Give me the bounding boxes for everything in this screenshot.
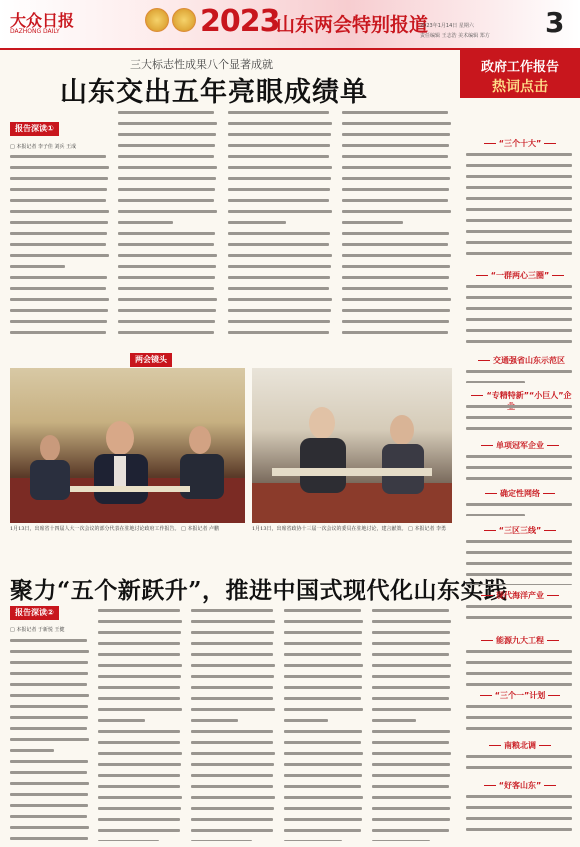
text-line <box>466 766 574 774</box>
text-line <box>98 719 183 727</box>
bottom-story-column-2 <box>98 606 183 841</box>
photo-cppcc-members-art <box>252 368 452 523</box>
text-line <box>284 741 364 749</box>
text-line <box>98 774 183 782</box>
text-line <box>284 620 364 628</box>
year-title: 2023 <box>200 4 280 39</box>
sidebar-term-body <box>466 647 574 687</box>
text-line <box>10 320 110 328</box>
text-line <box>228 177 333 185</box>
bottom-story-column-5 <box>372 606 452 841</box>
text-line <box>10 650 90 658</box>
text-line <box>284 785 364 793</box>
text-line <box>342 122 452 130</box>
top-story-section-tag: 报告深读① <box>10 122 59 136</box>
text-line <box>10 749 90 757</box>
text-line <box>466 755 574 763</box>
sidebar-term-body <box>466 537 574 585</box>
sidebar-term-body <box>466 402 574 434</box>
text-line <box>228 122 333 130</box>
text-line <box>10 309 110 317</box>
text-line <box>191 631 276 639</box>
text-line <box>284 642 364 650</box>
text-line <box>466 828 574 832</box>
text-line <box>372 719 452 727</box>
text-line <box>466 230 574 238</box>
text-line <box>118 320 218 328</box>
text-line <box>466 584 574 585</box>
page-number: 3 <box>545 6 565 39</box>
text-line <box>466 370 574 378</box>
sidebar-term: “一群两心三圈” <box>468 270 572 281</box>
text-line <box>10 694 90 702</box>
text-line <box>466 605 574 613</box>
text-line <box>342 287 452 295</box>
photo-caption-right: 1月13日，出席省政协十三届一次会议的委员在驻地讨论，建言献策。 □ 本报记者 李勇 <box>252 526 447 532</box>
text-line <box>98 829 183 837</box>
text-line <box>191 697 276 705</box>
text-line <box>10 771 90 779</box>
sidebar-term-body <box>466 150 574 262</box>
text-line <box>98 796 183 804</box>
text-line <box>466 705 574 713</box>
text-line <box>342 276 452 284</box>
text-line <box>118 155 218 163</box>
text-line <box>372 807 452 815</box>
text-line <box>228 221 333 229</box>
text-line <box>466 416 574 424</box>
text-line <box>118 287 218 295</box>
bottom-story-column-1 <box>10 636 90 841</box>
bottom-story-column-4 <box>284 606 364 841</box>
text-line <box>284 752 364 760</box>
text-line <box>98 752 183 760</box>
text-line <box>10 760 90 768</box>
sidebar-term-body <box>466 602 574 626</box>
text-line <box>118 309 218 317</box>
sidebar-term: 交通强省山东示范区 <box>468 355 572 375</box>
text-line <box>191 840 276 841</box>
text-line <box>98 631 183 639</box>
text-line <box>10 826 90 834</box>
text-line <box>10 804 90 812</box>
text-line <box>466 175 574 183</box>
text-line <box>284 818 364 826</box>
sidebar-term: 现代海洋产业 <box>468 590 572 601</box>
text-line <box>10 199 110 207</box>
text-line <box>466 727 574 734</box>
text-line <box>98 686 183 694</box>
text-line <box>10 243 110 251</box>
text-line <box>284 840 364 841</box>
text-line <box>118 166 218 174</box>
text-line <box>466 551 574 559</box>
text-line <box>372 741 452 749</box>
photo-npc-deputies-art <box>10 368 245 523</box>
text-line <box>228 144 333 152</box>
photo-section-tag: 两会镜头 <box>130 353 172 367</box>
sidebar-term: “好客山东” <box>468 780 572 791</box>
text-line <box>118 188 218 196</box>
text-line <box>284 653 364 661</box>
sidebar-term: “三个一”计划 <box>468 690 572 701</box>
sidebar-term: “三区三线” <box>468 525 572 536</box>
text-line <box>98 620 183 628</box>
text-line <box>466 340 574 346</box>
bottom-story-byline: □ 本报记者 于新悦 王健 <box>10 627 65 633</box>
text-line <box>372 675 452 683</box>
text-line <box>372 708 452 716</box>
text-line <box>191 785 276 793</box>
text-line <box>191 708 276 716</box>
text-line <box>372 818 452 826</box>
text-line <box>191 763 276 771</box>
text-line <box>191 818 276 826</box>
text-line <box>372 631 452 639</box>
text-line <box>10 166 110 174</box>
editor-credits: 责任编辑 王志浩 美术编辑 郑方 <box>420 33 490 39</box>
text-line <box>466 197 574 205</box>
text-line <box>191 664 276 672</box>
text-line <box>342 155 452 163</box>
text-line <box>466 427 574 434</box>
text-line <box>284 829 364 837</box>
sidebar-term: 能源九大工程 <box>468 635 572 646</box>
sidebar-title: 政府工作报告 <box>480 60 559 75</box>
sidebar-term: 单项冠军企业 <box>468 440 572 451</box>
text-line <box>191 752 276 760</box>
text-line <box>118 144 218 152</box>
text-line <box>228 210 333 218</box>
text-line <box>118 133 218 141</box>
text-line <box>98 609 183 617</box>
text-line <box>98 730 183 738</box>
text-line <box>466 716 574 724</box>
text-line <box>342 133 452 141</box>
text-line <box>98 708 183 716</box>
text-line <box>191 686 276 694</box>
text-line <box>118 265 218 273</box>
text-line <box>10 287 110 295</box>
top-story-column-4 <box>342 108 452 340</box>
sidebar-term: “三个十大” <box>468 138 572 149</box>
sidebar-term-body <box>466 702 574 734</box>
text-line <box>342 188 452 196</box>
text-line <box>228 133 333 141</box>
text-line <box>118 254 218 262</box>
sidebar-subtitle: 热词点击 <box>492 79 548 95</box>
text-line <box>284 796 364 804</box>
text-line <box>466 672 574 680</box>
photo-npc-deputies <box>10 368 245 523</box>
text-line <box>372 653 452 661</box>
text-line <box>342 298 452 306</box>
text-line <box>466 683 574 687</box>
bottom-story-section-tag: 报告深读② <box>10 606 59 620</box>
text-line <box>228 320 333 328</box>
sidebar-term: 南粮北调 <box>468 740 572 751</box>
text-line <box>466 650 574 658</box>
special-report-title: 山东两会特别报道 <box>276 14 429 36</box>
text-line <box>372 752 452 760</box>
text-line <box>228 199 333 207</box>
text-line <box>118 210 218 218</box>
text-line <box>118 298 218 306</box>
text-line <box>466 817 574 825</box>
top-story-kicker: 三大标志性成果八个显著成就 <box>130 58 273 71</box>
text-line <box>228 243 333 251</box>
text-line <box>466 795 574 803</box>
sidebar-term-body <box>466 282 574 346</box>
text-line <box>466 405 574 413</box>
text-line <box>466 219 574 227</box>
text-line <box>372 829 452 837</box>
text-line <box>10 177 110 185</box>
text-line <box>191 796 276 804</box>
text-line <box>10 837 90 841</box>
text-line <box>342 111 452 119</box>
text-line <box>372 664 452 672</box>
photo-caption-left: 1月13日，出席省十四届人大一次会议的部分代表在驻地讨论政府工作报告。 □ 本报记者 卢鹏 <box>10 526 220 532</box>
text-line <box>372 686 452 694</box>
text-line <box>10 276 110 284</box>
text-line <box>228 232 333 240</box>
text-line <box>10 254 110 262</box>
text-line <box>284 774 364 782</box>
text-line <box>342 177 452 185</box>
text-line <box>118 276 218 284</box>
text-line <box>118 221 218 229</box>
text-line <box>466 296 574 304</box>
text-line <box>466 616 574 624</box>
text-line <box>228 287 333 295</box>
text-line <box>10 738 90 746</box>
text-line <box>118 331 218 339</box>
text-line <box>466 153 574 161</box>
text-line <box>98 741 183 749</box>
text-line <box>342 331 452 339</box>
text-line <box>98 840 183 841</box>
text-line <box>10 298 110 306</box>
text-line <box>342 243 452 251</box>
text-line <box>191 829 276 837</box>
text-line <box>98 807 183 815</box>
text-line <box>466 307 574 315</box>
sidebar-term-body <box>466 452 574 484</box>
hot-words-sidebar <box>460 50 580 847</box>
text-line <box>10 716 90 724</box>
text-line <box>284 763 364 771</box>
text-line <box>372 774 452 782</box>
text-line <box>10 727 90 735</box>
cppcc-emblem-icon <box>172 8 196 32</box>
text-line <box>228 111 333 119</box>
national-emblem-icon <box>145 8 169 32</box>
sidebar-term: 确定性网络 <box>468 488 572 499</box>
text-line <box>98 763 183 771</box>
issue-date: 2023年1月14日 星期六 <box>420 23 474 29</box>
text-line <box>10 661 90 669</box>
text-line <box>466 381 574 383</box>
text-line <box>10 793 90 801</box>
text-line <box>466 562 574 570</box>
text-line <box>228 265 333 273</box>
text-line <box>284 609 364 617</box>
text-line <box>228 298 333 306</box>
sidebar-term-body <box>466 752 574 776</box>
text-line <box>284 675 364 683</box>
text-line <box>191 642 276 650</box>
text-line <box>342 166 452 174</box>
text-line <box>466 186 574 194</box>
text-line <box>284 807 364 815</box>
text-line <box>466 252 574 260</box>
text-line <box>342 232 452 240</box>
text-line <box>191 741 276 749</box>
newspaper-logo-sub: DAZHONG DAILY <box>10 28 60 35</box>
text-line <box>284 697 364 705</box>
text-line <box>118 243 218 251</box>
text-line <box>98 642 183 650</box>
text-line <box>228 309 333 317</box>
text-line <box>342 210 452 218</box>
sidebar-term-body <box>466 500 574 516</box>
text-line <box>372 620 452 628</box>
text-line <box>10 683 90 691</box>
text-line <box>10 705 90 713</box>
text-line <box>191 774 276 782</box>
text-line <box>466 503 574 511</box>
text-line <box>466 164 574 172</box>
text-line <box>372 609 452 617</box>
text-line <box>10 782 90 790</box>
text-line <box>228 166 333 174</box>
text-line <box>466 806 574 814</box>
text-line <box>228 188 333 196</box>
text-line <box>466 477 574 484</box>
text-line <box>466 455 574 463</box>
text-line <box>466 318 574 326</box>
text-line <box>10 221 110 229</box>
text-line <box>284 708 364 716</box>
text-line <box>191 609 276 617</box>
text-line <box>372 840 452 841</box>
text-line <box>372 730 452 738</box>
text-line <box>10 210 110 218</box>
text-line <box>10 815 90 823</box>
text-line <box>10 265 110 273</box>
sidebar-header <box>460 50 580 98</box>
text-line <box>98 675 183 683</box>
text-line <box>191 675 276 683</box>
text-line <box>10 331 110 339</box>
text-line <box>372 785 452 793</box>
text-line <box>284 631 364 639</box>
text-line <box>191 719 276 727</box>
text-line <box>466 329 574 337</box>
text-line <box>118 111 218 119</box>
text-line <box>342 265 452 273</box>
text-line <box>10 155 110 163</box>
text-line <box>466 573 574 581</box>
text-line <box>466 208 574 216</box>
text-line <box>466 466 574 474</box>
text-line <box>466 514 574 516</box>
text-line <box>98 653 183 661</box>
text-line <box>98 818 183 826</box>
bottom-story-headline: 聚力“五个新跃升”，推进中国式现代化山东实践 <box>10 577 508 604</box>
text-line <box>98 785 183 793</box>
top-story-column-2 <box>118 108 218 340</box>
text-line <box>10 188 110 196</box>
sidebar-term-body <box>466 792 574 832</box>
text-line <box>342 221 452 229</box>
text-line <box>342 320 452 328</box>
photo-cppcc-members <box>252 368 452 523</box>
text-line <box>10 672 90 680</box>
text-line <box>284 719 364 727</box>
text-line <box>191 807 276 815</box>
sidebar-term: “专精特新”“小巨人”企 <box>468 390 572 412</box>
bottom-story-column-3 <box>191 606 276 841</box>
text-line <box>372 763 452 771</box>
text-line <box>10 639 90 647</box>
text-line <box>98 664 183 672</box>
text-line <box>228 254 333 262</box>
text-line <box>118 199 218 207</box>
text-line <box>118 122 218 130</box>
text-line <box>342 309 452 317</box>
text-line <box>284 664 364 672</box>
text-line <box>342 199 452 207</box>
sidebar-term-body <box>466 367 574 383</box>
text-line <box>118 232 218 240</box>
text-line <box>466 285 574 293</box>
text-line <box>466 540 574 548</box>
top-story-column-1 <box>10 152 110 340</box>
text-line <box>372 642 452 650</box>
text-line <box>372 796 452 804</box>
newspaper-logo: 大众日报 <box>10 11 75 30</box>
text-line <box>10 232 110 240</box>
text-line <box>342 144 452 152</box>
text-line <box>466 241 574 249</box>
top-story-byline: □ 本报记者 李子佳 刘兵 王成 <box>10 144 77 150</box>
top-story-headline: 山东交出五年亮眼成绩单 <box>60 77 368 108</box>
text-line <box>342 254 452 262</box>
top-story-column-3 <box>228 108 333 340</box>
masthead <box>0 0 580 50</box>
text-line <box>228 155 333 163</box>
text-line <box>118 177 218 185</box>
text-line <box>228 331 333 339</box>
text-line <box>372 697 452 705</box>
text-line <box>98 697 183 705</box>
text-line <box>228 276 333 284</box>
text-line <box>284 730 364 738</box>
text-line <box>466 661 574 669</box>
text-line <box>191 653 276 661</box>
text-line <box>191 620 276 628</box>
text-line <box>191 730 276 738</box>
text-line <box>284 686 364 694</box>
